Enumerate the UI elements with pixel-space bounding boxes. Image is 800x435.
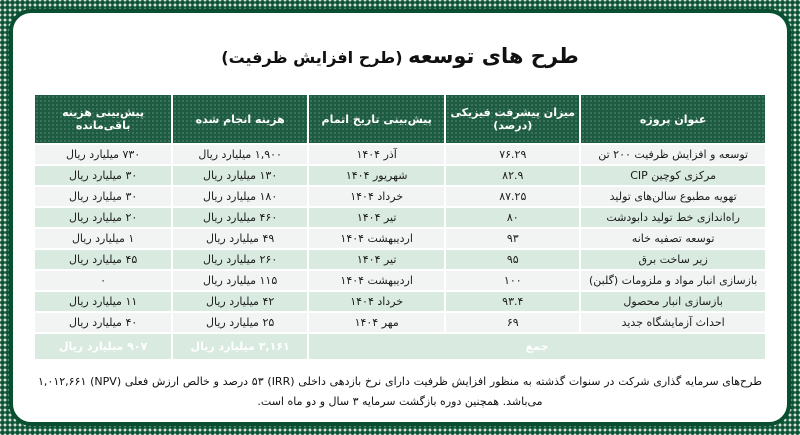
header-cell-project: عنوان پروژه [580,95,765,144]
table-row [35,165,765,186]
cell-project: راه‌اندازی خط تولید دابودشت [580,207,765,228]
cell-spent: ۱۳۰ میلیارد ریال [172,165,308,186]
report-card [9,9,791,426]
cell-progress: ۶۹ [445,312,580,333]
cell-finish-date: خرداد ۱۴۰۴ [308,291,445,312]
projects-table [35,95,765,359]
header-cell-remaining: پیش‌بینی هزینه باقی‌مانده [35,95,172,144]
header-cell-spent: هزینه انجام شده [172,95,308,144]
table-row [35,207,765,228]
cell-remaining: ۷۳۰ میلیارد ریال [35,144,172,165]
cell-spent: ۴۶۰ میلیارد ریال [172,207,308,228]
table-row [35,186,765,207]
cell-remaining: ۲۰ میلیارد ریال [35,207,172,228]
cell-project: احداث آزمایشگاه جدید [580,312,765,333]
cell-finish-date: تیر ۱۴۰۴ [308,207,445,228]
cell-remaining: ۴۵ میلیارد ریال [35,249,172,270]
cell-remaining: ۱۱ میلیارد ریال [35,291,172,312]
total-spent: ۳,۱۶۱ میلیارد ریال [172,333,308,359]
table-header [35,95,765,144]
page-title [13,41,787,73]
cell-progress: ۱۰۰ [445,270,580,291]
cell-remaining: ۳۰ میلیارد ریال [35,186,172,207]
cell-finish-date: اردیبهشت ۱۴۰۴ [308,228,445,249]
cell-project: CIP مرکزی کوچین [580,165,765,186]
cell-spent: ۴۹ میلیارد ریال [172,228,308,249]
table-row [35,291,765,312]
cell-finish-date: اردیبهشت ۱۴۰۴ [308,270,445,291]
header-cell-progress: میزان پیشرفت فیزیکی (درصد) [445,95,580,144]
cell-project: بازسازی انبار محصول [580,291,765,312]
table-row [35,144,765,165]
footnote-text: طرح‌های سرمایه گذاری شرکت در سنوات گذشته به منظور افزایش ظرفیت دارای نرخ بازدهی داخلی (IRR) ۵۳ درصد و خالص ارزش فعلی (NPV) ۱,۰۱۲,۶۶۱ می‌باشد. همچنین دوره بازگشت سرمایه ۳ سال و دو ماه است. [38,375,762,408]
cell-finish-date: شهریور ۱۴۰۴ [308,165,445,186]
total-label: جمع [308,333,765,359]
cell-finish-date: آذر ۱۴۰۴ [308,144,445,165]
table-row [35,249,765,270]
header-cell-finish-date: پیش‌بینی تاریخ اتمام [308,95,445,144]
cell-progress: ۸۷.۲۵ [445,186,580,207]
cell-project: توسعه تصفیه خانه [580,228,765,249]
cell-spent: ۲۵ میلیارد ریال [172,312,308,333]
cell-remaining: ۳۰ میلیارد ریال [35,165,172,186]
cell-project: بازسازی انبار مواد و ملزومات (گلبن) [580,270,765,291]
page-title-main: طرح های توسعه [408,44,579,68]
cell-finish-date: خرداد ۱۴۰۴ [308,186,445,207]
cell-progress: ۸۰ [445,207,580,228]
table-row [35,228,765,249]
cell-remaining: ۰ [35,270,172,291]
cell-spent: ۱۱۵ میلیارد ریال [172,270,308,291]
cell-spent: ۱۸۰ میلیارد ریال [172,186,308,207]
table-body [35,144,765,359]
cell-spent: ۱,۹۰۰ میلیارد ریال [172,144,308,165]
cell-progress: ۹۳ [445,228,580,249]
cell-spent: ۴۲ میلیارد ریال [172,291,308,312]
cell-finish-date: تیر ۱۴۰۴ [308,249,445,270]
cell-progress: ۹۳.۴ [445,291,580,312]
table-row [35,270,765,291]
header-row [35,95,765,144]
cell-project: توسعه و افزایش ظرفیت ۲۰۰ تن [580,144,765,165]
cell-spent: ۲۶۰ میلیارد ریال [172,249,308,270]
cell-remaining: ۴۰ میلیارد ریال [35,312,172,333]
total-remaining: ۹۰۷ میلیارد ریال [35,333,172,359]
cell-finish-date: مهر ۱۴۰۴ [308,312,445,333]
cell-project: زیر ساخت برق [580,249,765,270]
table-row [35,312,765,333]
cell-progress: ۸۲.۹ [445,165,580,186]
cell-remaining: ۱ میلیارد ریال [35,228,172,249]
cell-project: تهویه مطبوع سالن‌های تولید [580,186,765,207]
total-row [35,333,765,359]
cell-progress: ۹۵ [445,249,580,270]
projects-table-container [35,95,765,359]
page-title-sub: (طرح افزایش ظرفیت) [221,48,403,67]
cell-progress: ۷۶.۲۹ [445,144,580,165]
